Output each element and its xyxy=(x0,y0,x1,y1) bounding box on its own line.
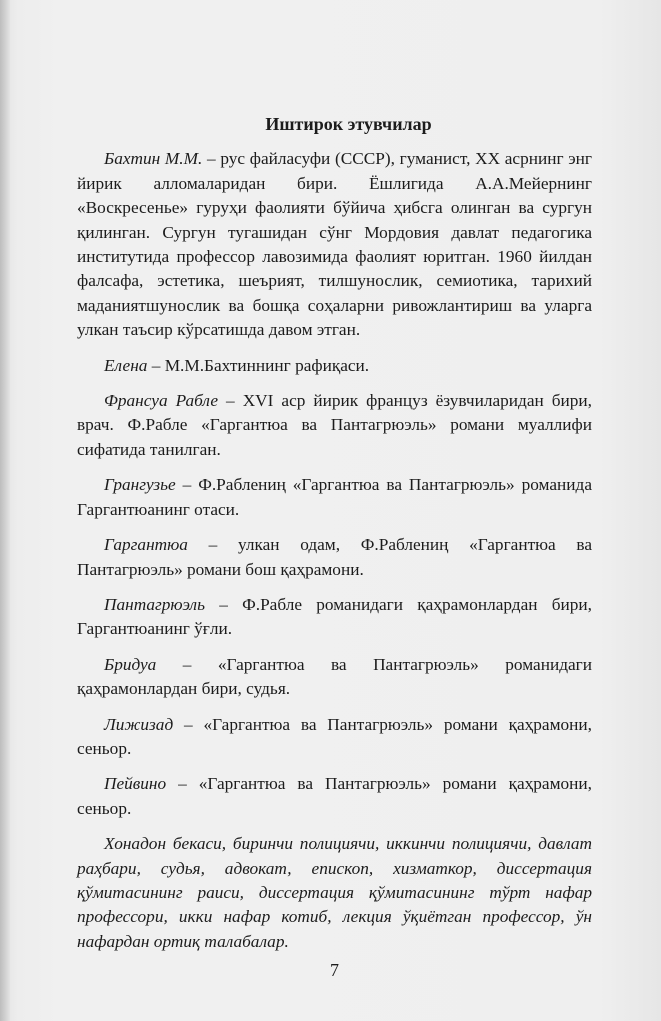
participant-entry xyxy=(77,653,592,702)
other-participants: Хонадон бекаси, биринчи полициячи, иккинчи полициячи, давлат раҳбари, судья, адвокат, епископ, хизматкор, диссертация қўмитасининг раиси, диссертация қўмитасининг тўрт нафар профессори, икки нафар котиб, лекция ўқиётган профессор, ўн нафардан ортиқ талабалар. xyxy=(77,834,592,951)
page-content xyxy=(77,112,592,965)
participant-entry xyxy=(77,713,592,762)
page-gutter-shadow xyxy=(0,0,10,1021)
participant-description: – «Гаргантюа ва Пантагрюэль» романидаги қаҳрамонлардан бири, судья. xyxy=(77,654,592,699)
participant-entry xyxy=(77,593,592,642)
participant-description: – рус файласуфи (СССР), гуманист, XX асрнинг энг йирик алломаларидан бири. Ёшлигида А.А.Мейернинг «Воскресенье» гуруҳи фаолияти бўйича ҳибсга олинган ва сургун қилинган. Сургун тугашидан сўнг Мордовия давлат педагогика институтида профессор лавозимида фаолият юритган. 1960 йилдан фалсафа, эстетика, шеърият, тилшунослик, семиотика, тарихий маданиятшунослик ва бошқа соҳаларни ривожлантириш ва уларга улкан таъсир кўрсатишда давом этган. xyxy=(77,149,592,340)
participant-name: Франсуа Рабле xyxy=(104,391,219,411)
participant-description: – «Гаргантюа ва Пантагрюэль» романи қаҳрамони, сеньор. xyxy=(77,774,592,818)
participant-description: – XVI аср йирик француз ёзувчиларидан бири, врач. Ф.Рабле «Гаргантюа ва Пантагрюэль» романи муаллифи сифатида танилган. xyxy=(77,391,592,459)
participant-entry xyxy=(77,772,592,821)
participant-entry xyxy=(77,473,592,522)
participant-name: Бахтин М.М. xyxy=(104,149,203,169)
participant-entry xyxy=(77,354,592,378)
participant-description: – «Гаргантюа ва Пантагрюэль» романи қаҳрамони, сеньор. xyxy=(77,714,592,758)
page-title: Иштирок этувчилар xyxy=(265,114,432,134)
participant-description: – Ф.Раблениң «Гаргантюа ва Пантагрюэль» романида Гаргантюанинг отаси. xyxy=(77,475,592,519)
participant-entry xyxy=(77,147,592,342)
participant-entry xyxy=(77,533,592,582)
participant-name: Лижизад xyxy=(104,714,174,734)
participant-name: Пейвино xyxy=(104,774,167,794)
participant-description: – М.М.Бахтиннинг рафиқаси. xyxy=(147,355,370,375)
participant-name: Гаргантюа xyxy=(104,535,188,555)
page-number: 7 xyxy=(330,960,339,980)
participant-name: Пантагрюэль xyxy=(104,594,205,614)
participant-name: Грангузье xyxy=(104,475,176,495)
participant-name: Елена xyxy=(104,355,148,375)
participant-entry xyxy=(77,389,592,462)
participant-description: – Ф.Рабле романидаги қаҳрамонлардан бири, Гаргантюанинг ўғли. xyxy=(77,594,592,639)
participant-name: Бридуа xyxy=(104,654,157,674)
participant-description: – улкан одам, Ф.Раблениң «Гаргантюа ва Пантагрюэль» романи бош қаҳрамони. xyxy=(77,535,592,579)
